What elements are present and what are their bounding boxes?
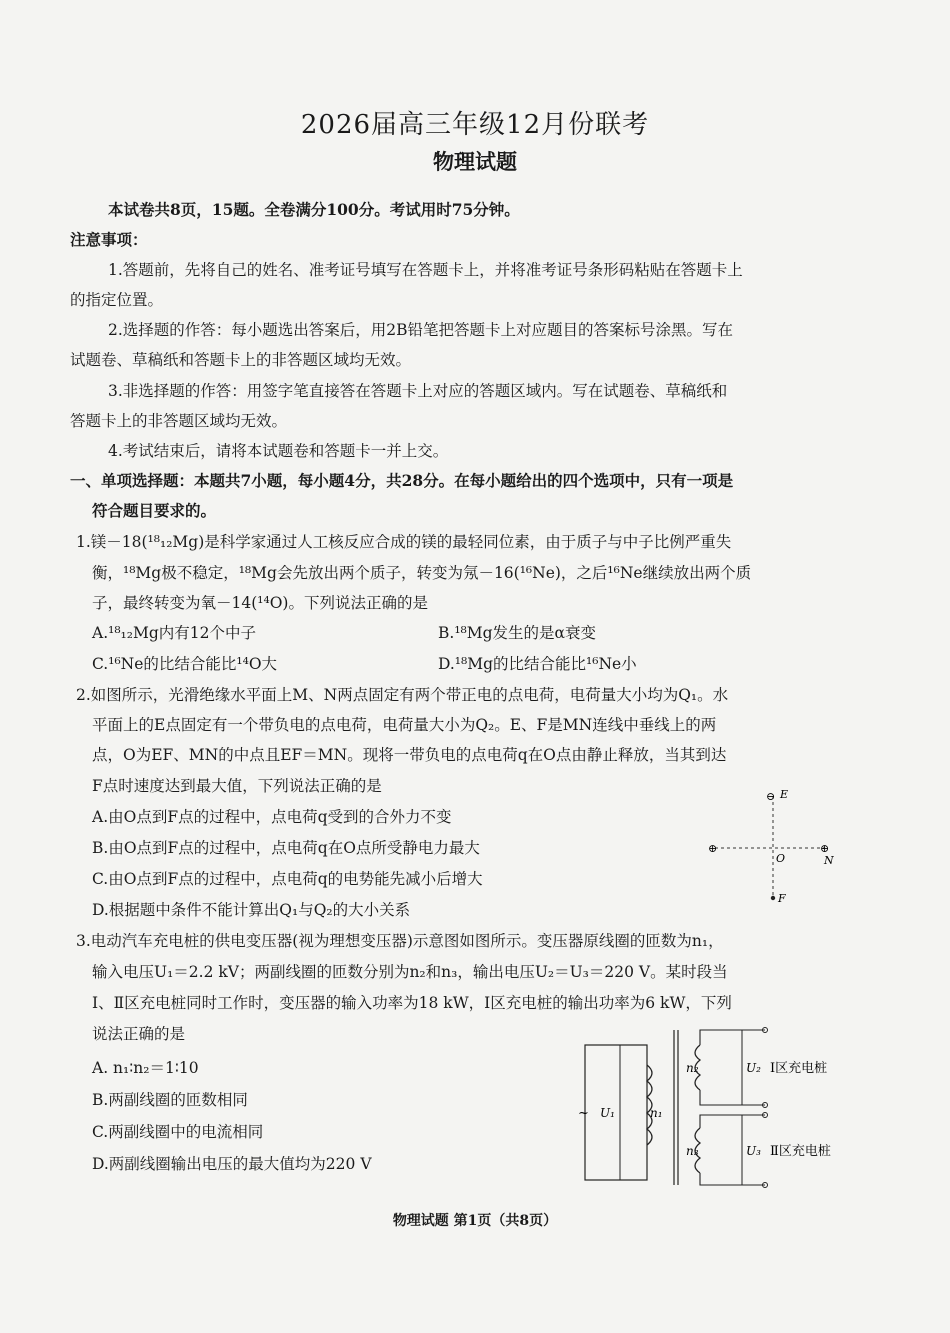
q2-line-1: 2.如图所示，光滑绝缘水平面上M、N两点固定有两个带正电的点电荷，电荷量大小均为Q₁。水 (76, 686, 729, 704)
q2-line-2: 平面上的E点固定有一个带负电的点电荷，电荷量大小为Q₂。E、F是MN连线中垂线上的两 (92, 716, 717, 734)
sec1-top-wire (700, 1030, 765, 1045)
sec2-top-wire (700, 1115, 765, 1128)
q2-option-b: B.由O点到F点的过程中，点电荷q在O点所受静电力最大 (92, 839, 480, 857)
q2-option-a: A.由O点到F点的过程中，点电荷q受到的合外力不变 (92, 808, 452, 826)
section-heading-a: 一、单项选择题：本题共7小题，每小题4分，共28分。在每小题给出的四个选项中，只有一项是 (70, 471, 734, 490)
note-4: 4.考试结束后，请将本试题卷和答题卡一并上交。 (108, 442, 449, 460)
primary-circuit (585, 1045, 647, 1180)
label-u3: U₃ (746, 1144, 761, 1158)
exam-subject: 物理试题 (433, 149, 517, 174)
page-footer: 物理试题 第1页（共8页） (392, 1213, 558, 1229)
label-zone-2: Ⅱ区充电桩 (770, 1144, 831, 1159)
note-3b: 答题卡上的非答题区域均无效。 (70, 412, 288, 430)
label-o: O (776, 852, 786, 865)
note-2b: 试题卷、草稿纸和答题卡上的非答题区域均无效。 (70, 351, 412, 369)
q1-line-3: 子，最终转变为氧－14(¹⁴O)。下列说法正确的是 (92, 594, 428, 612)
notes-heading: 注意事项： (70, 230, 148, 249)
q1-option-d: D.¹⁸Mg的比结合能比¹⁶Ne小 (438, 655, 637, 673)
note-3a: 3.非选择题的作答：用签字笔直接答在答题卡上对应的答题区域内。写在试题卷、草稿纸和 (108, 382, 728, 400)
label-e: E (780, 788, 789, 801)
ac-source-symbol: ~ (578, 1106, 589, 1121)
label-n1: n₁ (650, 1106, 663, 1120)
q2-charge-diagram (700, 780, 850, 910)
note-1a: 1.答题前，先将自己的姓名、准考证号填写在答题卡上，并将准考证号条形码粘贴在答题卡上 (108, 261, 743, 279)
label-n2: n₂ (686, 1061, 699, 1075)
q2-option-c: C.由O点到F点的过程中，点电荷q的电势能先减小后增大 (92, 870, 483, 888)
sec2-bottom-wire (700, 1173, 765, 1185)
q3-line-3: Ⅰ、Ⅱ区充电桩同时工作时，变压器的输入功率为18 kW，Ⅰ区充电桩的输出功率为6 kW，下列 (92, 994, 732, 1012)
exam-title: 2026届高三年级12月份联考 (300, 110, 650, 140)
label-n3: n₃ (686, 1144, 699, 1158)
q1-option-c: C.¹⁶Ne的比结合能比¹⁴O大 (92, 655, 278, 673)
q1-line-1: 1.镁－18(¹⁸₁₂Mg)是科学家通过人工核反应合成的镁的最轻同位素，由于质子与中子比例严重失 (76, 533, 732, 551)
q1-option-b: B.¹⁸Mg发生的是α衰变 (438, 624, 597, 642)
q3-line-4: 说法正确的是 (92, 1025, 186, 1043)
q3-line-2: 输入电压U₁＝2.2 kV；两副线圈的匝数分别为n₂和n₃，输出电压U₂＝U₃＝220 V。某时段当 (92, 963, 728, 981)
q2-line-3: 点，O为EF、MN的中点且EF＝MN。现将一带负电的点电荷q在O点由静止释放，当其到达 (92, 746, 727, 764)
q3-option-b: B.两副线圈的匝数相同 (92, 1091, 248, 1109)
primary-coil (647, 1065, 652, 1145)
charge-m-symbol: ⊕ (708, 842, 718, 855)
q2-line-4: F点时速度达到最大值，下列说法正确的是 (92, 777, 382, 795)
q3-option-d: D.两副线圈输出电压的最大值均为220 V (92, 1155, 372, 1173)
q3-option-a: A. n₁∶n₂＝1∶10 (92, 1059, 199, 1077)
label-u2: U₂ (746, 1061, 761, 1075)
q1-line-2: 衡，¹⁸Mg极不稳定，¹⁸Mg会先放出两个质子，转变为氖－16(¹⁶Ne)，之后¹⁶Ne继续放出两个质 (92, 564, 752, 582)
label-zone-1: Ⅰ区充电桩 (770, 1061, 828, 1076)
point-f (771, 896, 775, 900)
q2-option-d: D.根据题中条件不能计算出Q₁与Q₂的大小关系 (92, 901, 411, 919)
q3-option-c: C.两副线圈中的电流相同 (92, 1123, 264, 1141)
label-n: N (824, 854, 834, 867)
label-f: F (778, 892, 786, 905)
q1-option-a: A.¹⁸₁₂Mg内有12个中子 (92, 624, 256, 642)
section-heading-b: 符合题目要求的。 (92, 501, 217, 520)
sec1-bottom-wire (700, 1090, 765, 1105)
charge-n-symbol: ⊕ (820, 842, 830, 855)
note-1b: 的指定位置。 (70, 291, 164, 309)
charge-e-symbol: ⊖ (766, 790, 776, 803)
intro-text: 本试卷共8页，15题。全卷满分100分。考试用时75分钟。 (108, 200, 520, 219)
note-2a: 2.选择题的作答：每小题选出答案后，用2B铅笔把答题卡上对应题目的答案标号涂黑。写在 (108, 321, 734, 339)
q3-transformer-diagram (570, 1020, 860, 1195)
label-u1: U₁ (600, 1106, 615, 1120)
q3-line-1: 3.电动汽车充电桩的供电变压器(视为理想变压器)示意图如图所示。变压器原线圈的匝数为n₁， (76, 932, 724, 950)
